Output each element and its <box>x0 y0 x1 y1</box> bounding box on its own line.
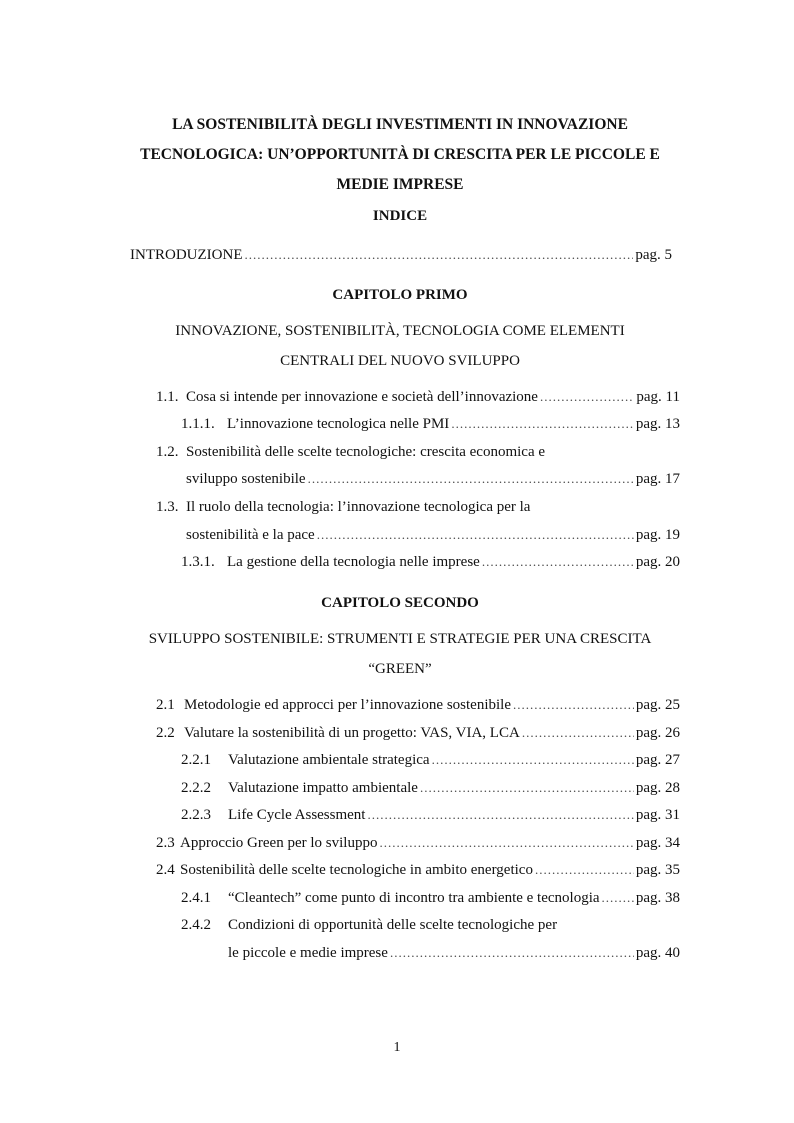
chapter-2-subtitle-line-1: SVILUPPO SOSTENIBILE: STRUMENTI E STRATEGIE PER UNA CRESCITA <box>148 631 652 647</box>
toc-entry-2-4-2-cont[interactable] <box>228 942 680 964</box>
toc-entry-text: Sostenibilità delle scelte tecnologiche: crescita economica e <box>186 444 546 460</box>
toc-entry-page: pag. 38 <box>635 890 680 906</box>
toc-entry-page: pag. 31 <box>635 807 680 823</box>
toc-entry-1-3[interactable] <box>156 496 680 518</box>
toc-entry-text: Metodologie ed approcci per l’innovazione sostenibile <box>184 697 511 713</box>
toc-entry-number: 1.1. <box>156 389 179 405</box>
toc-entry-2-2-2[interactable] <box>181 777 680 799</box>
toc-entry-number: 1.3. <box>156 499 179 515</box>
leader-dots <box>522 722 634 744</box>
toc-entry-page: pag. 25 <box>635 697 680 713</box>
leader-dots <box>367 804 633 826</box>
toc-entry-text: Approccio Green per lo sviluppo <box>180 835 378 851</box>
toc-entry-page: pag. 27 <box>635 752 680 768</box>
toc-entry-page: pag. 11 <box>636 389 680 405</box>
title-line-2: TECNOLOGICA: UN’OPPORTUNITÀ DI CRESCITA PER LE PICCOLE E <box>140 146 660 163</box>
leader-dots <box>308 468 634 490</box>
toc-entry-page: pag. 20 <box>635 554 680 570</box>
title-line-1: LA SOSTENIBILITÀ DEGLI INVESTIMENTI IN INNOVAZIONE <box>172 116 628 133</box>
toc-entry-1-1[interactable] <box>156 386 680 408</box>
toc-entry-text: Valutazione ambientale strategica <box>228 752 430 768</box>
toc-entry-text: Life Cycle Assessment <box>228 807 366 823</box>
toc-entry-2-4[interactable] <box>156 859 680 881</box>
toc-entry-text: “Cleantech” come punto di incontro tra ambiente e tecnologia <box>228 890 600 906</box>
leader-dots <box>432 749 634 771</box>
toc-entry-text: La gestione della tecnologia nelle imprese <box>227 554 480 570</box>
toc-entry-text: Sostenibilità delle scelte tecnologiche in ambito energetico <box>180 862 533 878</box>
toc-entry-number: 2.2.3 <box>181 807 211 823</box>
leader-dots <box>244 244 633 266</box>
leader-dots <box>451 413 634 435</box>
toc-entry-number: 2.2 <box>156 725 175 741</box>
toc-entry-2-2[interactable] <box>156 722 680 744</box>
leader-dots <box>390 942 634 964</box>
chapter-1-subtitle <box>120 316 680 376</box>
toc-entry-page: pag. 26 <box>635 725 680 741</box>
toc-entry-2-2-1[interactable] <box>181 749 680 771</box>
toc-entry-1-3-1[interactable] <box>181 551 680 573</box>
leader-dots <box>535 859 634 881</box>
leader-dots <box>420 777 634 799</box>
toc-entry-text: sviluppo sostenibile <box>186 471 306 487</box>
toc-entry-number: 2.4.1 <box>181 890 211 906</box>
chapter-2-subtitle-line-2: “GREEN” <box>368 661 432 677</box>
toc-entry-number: 2.2.2 <box>181 780 211 796</box>
toc-entry-1-1-1[interactable] <box>181 413 680 435</box>
leader-dots <box>379 832 633 854</box>
toc-entry-page: pag. 5 <box>635 247 672 263</box>
toc-entry-2-3[interactable] <box>156 832 680 854</box>
toc-entry-text: Il ruolo della tecnologia: l’innovazione tecnologica per la <box>186 499 531 515</box>
toc-entry-2-2-3[interactable] <box>181 804 680 826</box>
leader-dots <box>602 887 634 909</box>
toc-entry-text: L’innovazione tecnologica nelle PMI <box>227 416 450 432</box>
leader-dots <box>513 694 634 716</box>
index-heading: INDICE <box>372 208 428 224</box>
toc-entry-2-1[interactable] <box>156 694 680 716</box>
chapter-2-heading: CAPITOLO SECONDO <box>321 595 479 611</box>
toc-entry-1-2[interactable] <box>156 441 680 463</box>
leader-dots <box>540 386 634 408</box>
toc-entry-page: pag. 17 <box>635 471 680 487</box>
toc-entry-page: pag. 34 <box>635 835 680 851</box>
toc-entry-number: 2.4.2 <box>181 917 211 933</box>
toc-entry-page: pag. 28 <box>635 780 680 796</box>
toc-entry-text: Valutazione impatto ambientale <box>228 780 418 796</box>
toc-entry-number: 2.2.1 <box>181 752 211 768</box>
toc-entry-number: 1.3.1. <box>181 554 215 570</box>
title-line-3: MEDIE IMPRESE <box>336 176 464 193</box>
toc-entry-text: INTRODUZIONE <box>130 247 243 263</box>
leader-dots <box>317 524 634 546</box>
toc-entry-page: pag. 19 <box>635 527 680 543</box>
toc-entry-number: 1.1.1. <box>181 416 215 432</box>
toc-entry-text: Cosa si intende per innovazione e società dell’innovazione <box>186 389 538 405</box>
toc-entry-number: 2.4 <box>156 862 175 878</box>
document-title <box>120 110 680 200</box>
leader-dots <box>482 551 634 573</box>
toc-entry-page: pag. 40 <box>635 945 680 961</box>
toc-entry-2-4-1[interactable] <box>181 887 680 909</box>
page-number: 1 <box>393 1040 401 1055</box>
toc-entry-1-3-cont[interactable] <box>186 524 680 546</box>
toc-entry-1-2-cont[interactable] <box>186 468 680 490</box>
toc-entry-number: 1.2. <box>156 444 179 460</box>
chapter-1-heading: CAPITOLO PRIMO <box>332 287 468 303</box>
toc-entry-number: 2.1 <box>156 697 175 713</box>
toc-entry-text: sostenibilità e la pace <box>186 527 315 543</box>
toc-entry-page: pag. 35 <box>635 862 680 878</box>
toc-entry-text: Condizioni di opportunità delle scelte tecnologiche per <box>228 917 558 933</box>
toc-entry-2-4-2[interactable] <box>181 914 680 936</box>
toc-entry-number: 2.3 <box>156 835 175 851</box>
chapter-2-subtitle <box>110 624 690 684</box>
toc-entry-text: Valutare la sostenibilità di un progetto: VAS, VIA, LCA <box>184 725 520 741</box>
chapter-1-subtitle-line-2: CENTRALI DEL NUOVO SVILUPPO <box>280 353 520 369</box>
toc-entry-page: pag. 13 <box>635 416 680 432</box>
toc-entry-text: le piccole e medie imprese <box>228 945 388 961</box>
chapter-1-subtitle-line-1: INNOVAZIONE, SOSTENIBILITÀ, TECNOLOGIA COME ELEMENTI <box>175 323 625 339</box>
toc-entry-intro[interactable] <box>130 244 672 266</box>
